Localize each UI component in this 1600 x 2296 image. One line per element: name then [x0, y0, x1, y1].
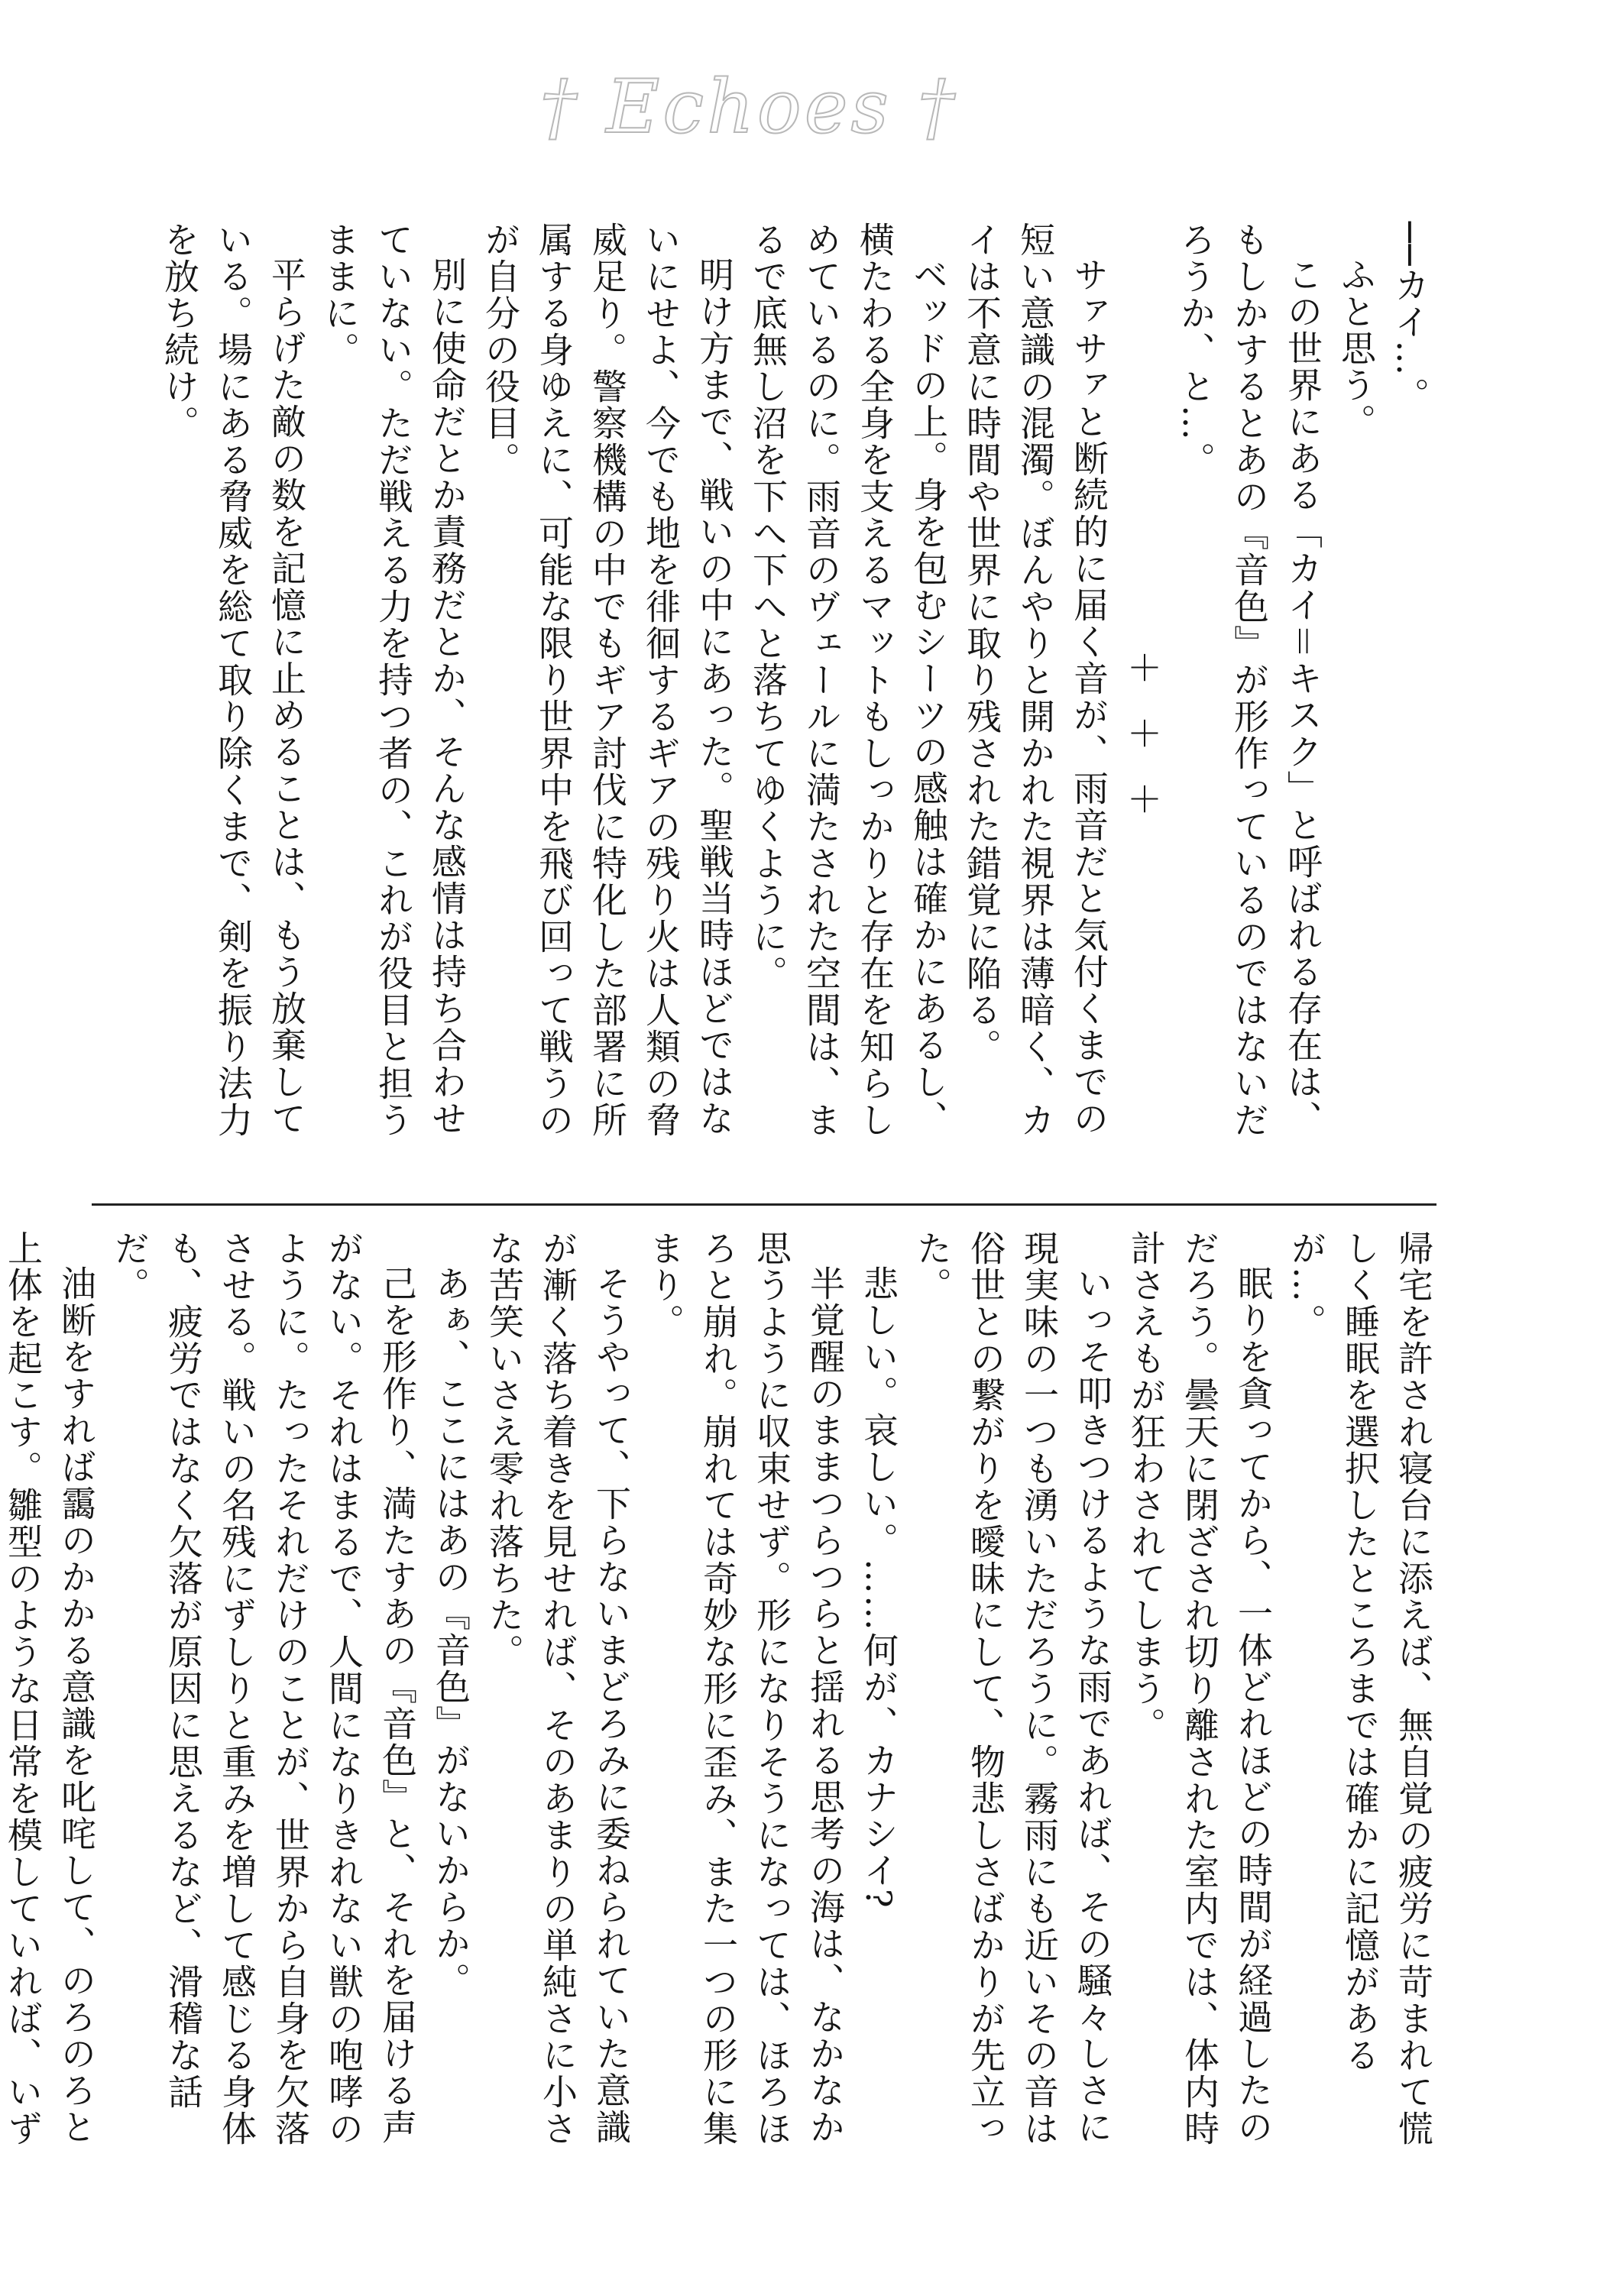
- section-divider: [92, 1203, 1436, 1206]
- paragraph-shimei: 別に使命だとか責務だとか、そんな感情は持ち合わせていない。ただ戦える力を持つ者の、これが役目と担うままに。: [319, 222, 468, 1138]
- paragraph-aa: あぁ、ここにはあの『音色』がないからか。: [430, 1265, 471, 1999]
- paragraph-kanashii: 悲しい。哀しい。……何が、カナシイ?: [858, 1265, 899, 1909]
- paragraph-tairageta: 平らげた敵の数を記憶に止めることは、もう放棄している。場にある脅威を総て取り除くまで、剣を振り法力を放ち続け。: [159, 222, 307, 1138]
- paragraph-bed: ベッドの上。身を包むシーツの感触は確かにあるし、横たわる全身を支えるマットもしっかりと存在を知らしめているのに。雨音のヴェールに満たされた空間は、まるで底無し沼を下へ下へと落ちてゆくように。: [747, 222, 949, 1138]
- paragraph-kai: ──カイ…。: [1389, 222, 1430, 414]
- paragraph-isso: いっそ叩きつけるような雨であれば、その騒々しさに現実味の一つも湧いただろうに。霧雨にも近いその音は俗世との繋がりを曖昧にして、物悲しさばかりが先立った。: [912, 1230, 1113, 2147]
- bottom-text-block: [2, 1230, 1440, 2170]
- paragraph-nemuri: 眠りを貪ってから、一体どれほどの時間が経過したのだろう。曇天に閉ざされ切り離された室内では、体内時計さえもが狂わされてしまう。: [1126, 1230, 1274, 2147]
- paragraph-souyatte: そうやって、下らないまどろみに委ねられていた意識が漸く落ち着きを見せれば、そのあまりの単純さに小さな苦笑いさえ零れ落ちた。: [484, 1230, 632, 2147]
- paragraph-kono-sekai: この世界にある「カイ＝キスク」と呼ばれる存在は、もしかするとあの『音色』が形作っているのではないだろうか、と…。: [1175, 222, 1323, 1138]
- paragraph-onore: 己を形作り、満たすあの『音色』と、それを届ける声がない。それはまるで、人間になりきれない獣の咆哮のように。たったそれだけのことが、世界から自身を欠落させる。戦いの名残にずしりと重みを増して感じる身体も、疲労ではなく欠落が原因に思えるなど、滑稽な話だ。: [109, 1230, 418, 2147]
- paragraph-saasaa: サァサァと断続的に届く音が、雨音だと気付くまでの短い意識の混濁。ぼんやりと開かれた視界は薄暗く、カイは不意に時間や世界に取り残された錯覚に陥る。: [961, 222, 1109, 1138]
- top-text-block: [92, 222, 1436, 1161]
- paragraph-akegata: 明け方まで、戦いの中にあった。聖戦当時ほどではないにせよ、今でも地を徘徊するギアの残り火は人類の脅威足り。警察機構の中でもギア討伐に特化した部署に所属する身ゆえに、可能な限り世界中を飛び回って戦うのが自分の役目。: [480, 222, 735, 1138]
- paragraph-futo-omou: ふと思う。: [1336, 257, 1377, 440]
- paragraph-hankakusei: 半覚醒のままつらつらと揺れる思考の海は、なかなか思うように収束せず。形になりそうになっては、ほろほろと崩れ。崩れては奇妙な形に歪み、また一つの形に集まり。: [644, 1230, 846, 2147]
- paragraph-yudan: 油断をすれば靄のかかる意識を叱咤して、のろのろと上体を起こす。雛型のような日常を模していれば、いず: [2, 1230, 97, 2147]
- paragraph-kitaku: 帰宅を許され寝台に添えば、無自覚の疲労に苛まれて慌しく睡眠を選択したところまでは確かに記憶があるが…。: [1286, 1230, 1434, 2147]
- section-separator: ＋＋＋: [1122, 649, 1163, 847]
- header-title: † Echoes †: [539, 64, 958, 150]
